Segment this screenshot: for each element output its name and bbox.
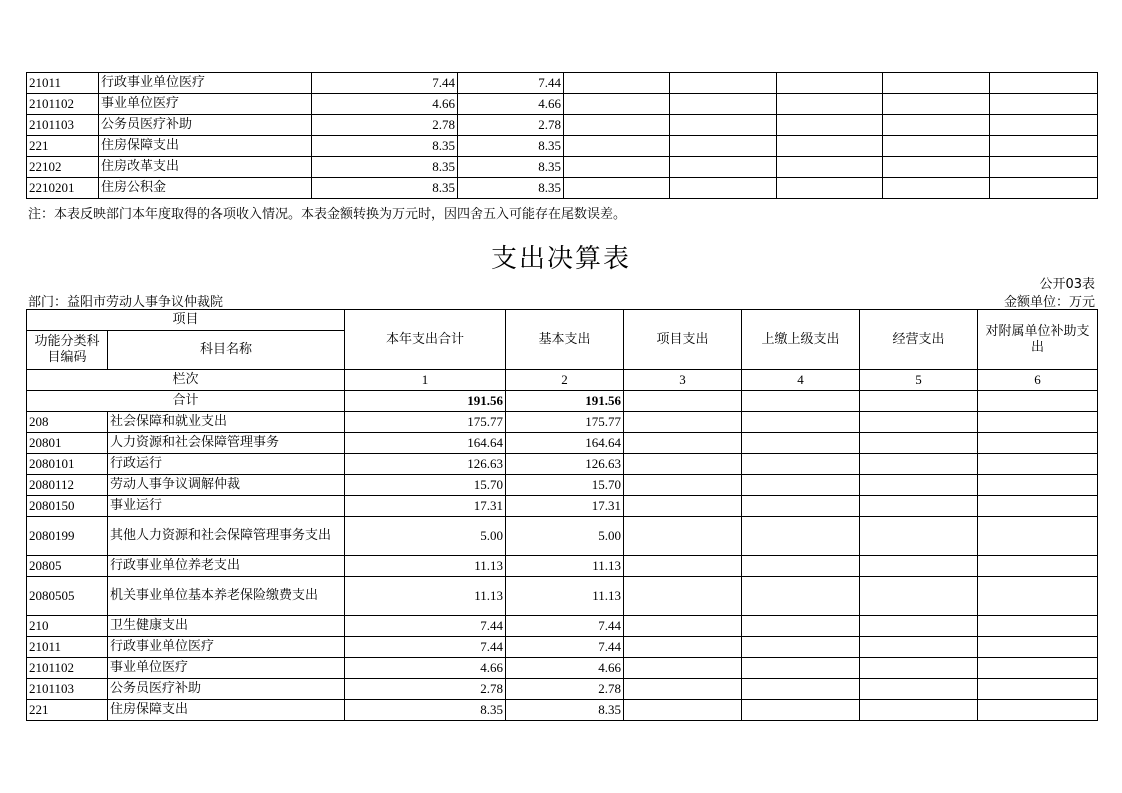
empty-cell <box>990 157 1098 178</box>
empty-cell <box>883 94 990 115</box>
empty-cell <box>670 73 777 94</box>
row-value-b: 8.35 <box>458 178 564 199</box>
row-name: 事业运行 <box>108 496 345 517</box>
table-row <box>27 517 1098 556</box>
row-name: 劳动人事争议调解仲裁 <box>108 475 345 496</box>
empty-cell <box>860 412 978 433</box>
row-name: 人力资源和社会保障管理事务 <box>108 433 345 454</box>
row-total: 4.66 <box>345 658 506 679</box>
row-value-b: 4.66 <box>458 94 564 115</box>
empty-cell <box>624 433 742 454</box>
empty-cell <box>742 433 860 454</box>
row-value-a: 4.66 <box>312 94 458 115</box>
row-code: 221 <box>27 136 99 157</box>
empty-cell <box>624 658 742 679</box>
row-basic: 164.64 <box>506 433 624 454</box>
empty-cell <box>777 136 883 157</box>
row-name: 住房保障支出 <box>99 136 312 157</box>
empty-cell <box>742 658 860 679</box>
row-code: 20801 <box>27 433 108 454</box>
table-row <box>27 94 1098 115</box>
table-row <box>27 73 1098 94</box>
empty-cell <box>742 412 860 433</box>
table-row <box>27 679 1098 700</box>
empty-cell <box>860 433 978 454</box>
row-name: 住房改革支出 <box>99 157 312 178</box>
row-basic: 175.77 <box>506 412 624 433</box>
table-row <box>27 115 1098 136</box>
empty-cell <box>742 391 860 412</box>
table-row <box>27 616 1098 637</box>
table-row <box>27 412 1098 433</box>
empty-cell <box>860 556 978 577</box>
empty-cell <box>624 556 742 577</box>
row-name: 机关事业单位基本养老保险缴费支出 <box>108 577 345 616</box>
row-name: 公务员医疗补助 <box>108 679 345 700</box>
header-name: 科目名称 <box>108 331 345 370</box>
empty-cell <box>978 412 1098 433</box>
row-name: 社会保障和就业支出 <box>108 412 345 433</box>
empty-cell <box>742 616 860 637</box>
empty-cell <box>777 115 883 136</box>
row-basic: 5.00 <box>506 517 624 556</box>
empty-cell <box>624 577 742 616</box>
table-note: 注：本表反映部门本年度取得的各项收入情况。本表金额转换为万元时，因四舍五入可能存在尾数误差。 <box>28 207 627 222</box>
table-row <box>27 658 1098 679</box>
empty-cell <box>990 73 1098 94</box>
row-code: 22102 <box>27 157 99 178</box>
row-value-b: 8.35 <box>458 136 564 157</box>
row-total: 15.70 <box>345 475 506 496</box>
empty-cell <box>742 517 860 556</box>
expenditure-table <box>26 309 1098 721</box>
row-code: 2101103 <box>27 115 99 136</box>
col-num: 1 <box>345 370 506 391</box>
empty-cell <box>883 178 990 199</box>
table-row <box>27 700 1098 721</box>
empty-cell <box>742 637 860 658</box>
row-code: 2080112 <box>27 475 108 496</box>
empty-cell <box>624 700 742 721</box>
empty-cell <box>777 94 883 115</box>
row-basic: 11.13 <box>506 556 624 577</box>
row-total: 11.13 <box>345 577 506 616</box>
total-row-total: 191.56 <box>345 391 506 412</box>
row-name: 其他人力资源和社会保障管理事务支出 <box>108 517 345 556</box>
empty-cell <box>564 136 670 157</box>
empty-cell <box>860 517 978 556</box>
empty-cell <box>978 658 1098 679</box>
empty-cell <box>990 136 1098 157</box>
empty-cell <box>978 475 1098 496</box>
row-code: 2210201 <box>27 178 99 199</box>
row-name: 行政事业单位医疗 <box>108 637 345 658</box>
header-column-row: 栏次 <box>27 370 345 391</box>
row-total: 2.78 <box>345 679 506 700</box>
empty-cell <box>670 157 777 178</box>
empty-cell <box>990 178 1098 199</box>
empty-cell <box>978 616 1098 637</box>
empty-cell <box>978 679 1098 700</box>
col-num: 5 <box>860 370 978 391</box>
table-row <box>27 637 1098 658</box>
row-total: 7.44 <box>345 637 506 658</box>
col-num: 2 <box>506 370 624 391</box>
row-code: 208 <box>27 412 108 433</box>
empty-cell <box>564 157 670 178</box>
empty-cell <box>860 577 978 616</box>
col-num: 3 <box>624 370 742 391</box>
empty-cell <box>742 700 860 721</box>
empty-cell <box>990 115 1098 136</box>
table-row <box>27 157 1098 178</box>
empty-cell <box>978 577 1098 616</box>
empty-cell <box>777 178 883 199</box>
empty-cell <box>624 616 742 637</box>
row-total: 5.00 <box>345 517 506 556</box>
empty-cell <box>883 136 990 157</box>
empty-cell <box>624 637 742 658</box>
row-code: 2101103 <box>27 679 108 700</box>
empty-cell <box>742 496 860 517</box>
header-total: 本年支出合计 <box>345 310 506 370</box>
empty-cell <box>978 496 1098 517</box>
row-value-a: 2.78 <box>312 115 458 136</box>
row-name: 卫生健康支出 <box>108 616 345 637</box>
empty-cell <box>978 700 1098 721</box>
header-project: 项目支出 <box>624 310 742 370</box>
empty-cell <box>860 391 978 412</box>
row-basic: 7.44 <box>506 616 624 637</box>
empty-cell <box>883 115 990 136</box>
table-row <box>27 433 1098 454</box>
empty-cell <box>670 178 777 199</box>
table-row <box>27 475 1098 496</box>
empty-cell <box>978 391 1098 412</box>
empty-cell <box>860 637 978 658</box>
table-row <box>27 577 1098 616</box>
table-row <box>27 556 1098 577</box>
table-row <box>27 136 1098 157</box>
income-table-continuation <box>26 72 1098 199</box>
row-code: 2101102 <box>27 658 108 679</box>
row-value-b: 8.35 <box>458 157 564 178</box>
department-label: 部门：益阳市劳动人事争议仲裁院 <box>28 295 224 310</box>
empty-cell <box>670 136 777 157</box>
row-total: 8.35 <box>345 700 506 721</box>
empty-cell <box>742 577 860 616</box>
empty-cell <box>883 73 990 94</box>
row-total: 11.13 <box>345 556 506 577</box>
empty-cell <box>860 679 978 700</box>
table-row <box>27 454 1098 475</box>
row-basic: 7.44 <box>506 637 624 658</box>
row-basic: 17.31 <box>506 496 624 517</box>
row-value-b: 7.44 <box>458 73 564 94</box>
table-row <box>27 496 1098 517</box>
empty-cell <box>860 658 978 679</box>
row-code: 2080505 <box>27 577 108 616</box>
empty-cell <box>860 496 978 517</box>
empty-cell <box>624 517 742 556</box>
row-value-b: 2.78 <box>458 115 564 136</box>
table-row <box>27 178 1098 199</box>
empty-cell <box>742 679 860 700</box>
row-code: 20805 <box>27 556 108 577</box>
empty-cell <box>978 433 1098 454</box>
row-total: 17.31 <box>345 496 506 517</box>
col-num: 6 <box>978 370 1098 391</box>
empty-cell <box>624 496 742 517</box>
page-title: 支出决算表 <box>490 244 631 274</box>
row-name: 行政运行 <box>108 454 345 475</box>
empty-cell <box>978 556 1098 577</box>
empty-cell <box>564 73 670 94</box>
form-code: 公开03表 <box>1039 277 1095 292</box>
header-business: 经营支出 <box>860 310 978 370</box>
row-value-a: 8.35 <box>312 178 458 199</box>
empty-cell <box>624 412 742 433</box>
empty-cell <box>990 94 1098 115</box>
row-total: 7.44 <box>345 616 506 637</box>
row-code: 21011 <box>27 637 108 658</box>
row-basic: 2.78 <box>506 679 624 700</box>
empty-cell <box>777 73 883 94</box>
header-item: 项目 <box>27 310 345 331</box>
empty-cell <box>624 679 742 700</box>
row-code: 2080101 <box>27 454 108 475</box>
header-upper: 上缴上级支出 <box>742 310 860 370</box>
row-total: 126.63 <box>345 454 506 475</box>
row-name: 事业单位医疗 <box>108 658 345 679</box>
total-row-label: 合计 <box>27 391 345 412</box>
total-row-basic: 191.56 <box>506 391 624 412</box>
empty-cell <box>624 475 742 496</box>
row-code: 221 <box>27 700 108 721</box>
row-basic: 8.35 <box>506 700 624 721</box>
empty-cell <box>860 475 978 496</box>
empty-cell <box>742 454 860 475</box>
empty-cell <box>670 115 777 136</box>
row-value-a: 8.35 <box>312 136 458 157</box>
row-total: 164.64 <box>345 433 506 454</box>
empty-cell <box>564 94 670 115</box>
empty-cell <box>978 637 1098 658</box>
row-name: 事业单位医疗 <box>99 94 312 115</box>
row-value-a: 7.44 <box>312 73 458 94</box>
row-name: 行政事业单位医疗 <box>99 73 312 94</box>
row-code: 2080199 <box>27 517 108 556</box>
empty-cell <box>777 157 883 178</box>
row-name: 行政事业单位养老支出 <box>108 556 345 577</box>
row-code: 210 <box>27 616 108 637</box>
header-subsidy: 对附属单位补助支出 <box>978 310 1098 370</box>
row-value-a: 8.35 <box>312 157 458 178</box>
col-num: 4 <box>742 370 860 391</box>
empty-cell <box>742 475 860 496</box>
row-basic: 11.13 <box>506 577 624 616</box>
row-basic: 4.66 <box>506 658 624 679</box>
empty-cell <box>624 454 742 475</box>
empty-cell <box>978 454 1098 475</box>
row-name: 住房保障支出 <box>108 700 345 721</box>
row-basic: 15.70 <box>506 475 624 496</box>
row-code: 2101102 <box>27 94 99 115</box>
empty-cell <box>670 94 777 115</box>
empty-cell <box>860 616 978 637</box>
row-code: 21011 <box>27 73 99 94</box>
header-basic: 基本支出 <box>506 310 624 370</box>
empty-cell <box>860 700 978 721</box>
row-name: 住房公积金 <box>99 178 312 199</box>
header-code: 功能分类科目编码 <box>27 331 108 370</box>
empty-cell <box>564 115 670 136</box>
row-name: 公务员医疗补助 <box>99 115 312 136</box>
empty-cell <box>624 391 742 412</box>
empty-cell <box>978 517 1098 556</box>
unit-label: 金额单位：万元 <box>1003 295 1095 310</box>
empty-cell <box>742 556 860 577</box>
empty-cell <box>564 178 670 199</box>
row-basic: 126.63 <box>506 454 624 475</box>
empty-cell <box>883 157 990 178</box>
row-code: 2080150 <box>27 496 108 517</box>
row-total: 175.77 <box>345 412 506 433</box>
empty-cell <box>860 454 978 475</box>
